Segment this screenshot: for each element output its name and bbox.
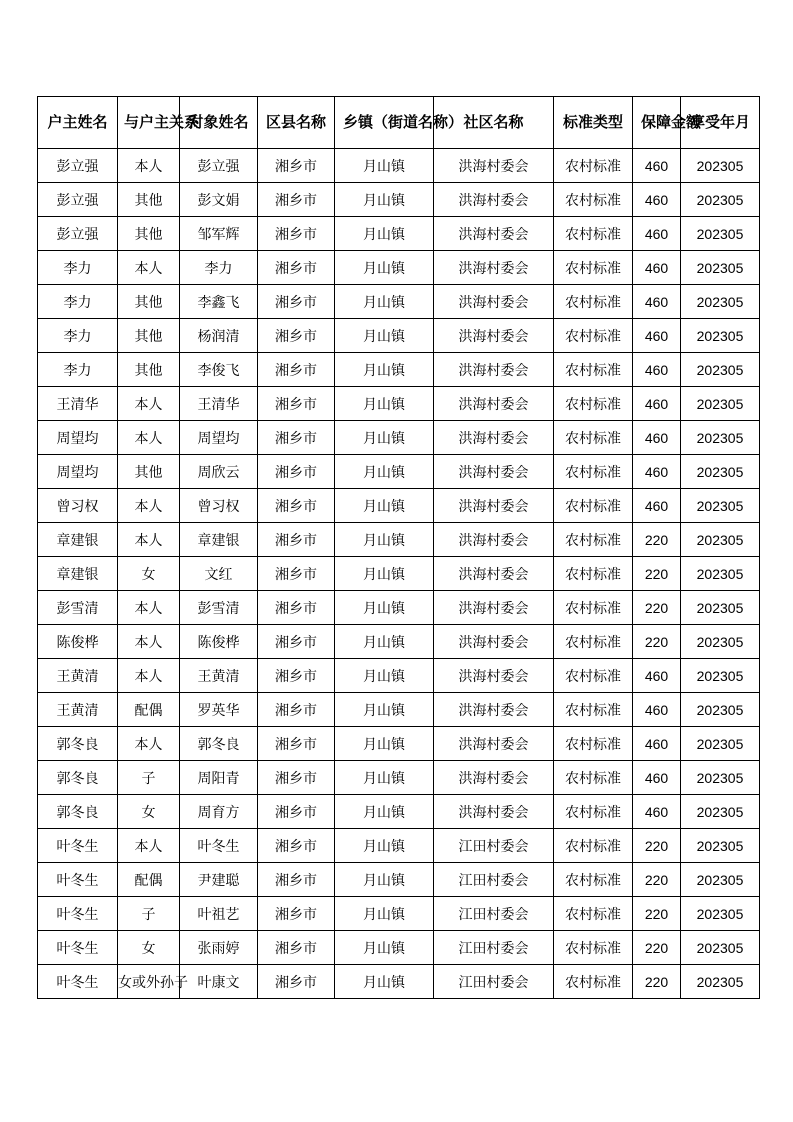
cell-amount: 460 — [633, 761, 681, 795]
cell-community: 洪海村委会 — [434, 149, 554, 183]
cell-community: 江田村委会 — [434, 863, 554, 897]
cell-amount: 220 — [633, 591, 681, 625]
table-row — [38, 251, 760, 285]
cell-standard-type: 农村标准 — [554, 693, 633, 727]
cell-recipient-name: 周望均 — [180, 421, 258, 455]
cell-period: 202305 — [681, 387, 760, 421]
cell-community: 江田村委会 — [434, 965, 554, 999]
cell-county: 湘乡市 — [258, 319, 335, 353]
cell-head-of-household: 叶冬生 — [38, 965, 118, 999]
table-row — [38, 829, 760, 863]
assistance-roster-table — [37, 96, 760, 999]
cell-relationship: 女 — [118, 557, 180, 591]
cell-standard-type: 农村标准 — [554, 149, 633, 183]
cell-amount: 460 — [633, 387, 681, 421]
cell-amount: 460 — [633, 455, 681, 489]
cell-county: 湘乡市 — [258, 353, 335, 387]
cell-recipient-name: 文红 — [180, 557, 258, 591]
cell-county: 湘乡市 — [258, 455, 335, 489]
cell-period: 202305 — [681, 795, 760, 829]
cell-period: 202305 — [681, 897, 760, 931]
cell-head-of-household: 王清华 — [38, 387, 118, 421]
cell-head-of-household: 郭冬良 — [38, 795, 118, 829]
cell-county: 湘乡市 — [258, 557, 335, 591]
cell-relationship: 本人 — [118, 251, 180, 285]
cell-head-of-household: 彭立强 — [38, 149, 118, 183]
cell-recipient-name: 邹军辉 — [180, 217, 258, 251]
cell-standard-type: 农村标准 — [554, 251, 633, 285]
cell-township: 月山镇 — [335, 217, 434, 251]
cell-county: 湘乡市 — [258, 659, 335, 693]
cell-community: 洪海村委会 — [434, 251, 554, 285]
cell-standard-type: 农村标准 — [554, 319, 633, 353]
header-community: 社区名称 — [434, 97, 554, 149]
cell-community: 江田村委会 — [434, 931, 554, 965]
cell-period: 202305 — [681, 829, 760, 863]
cell-head-of-household: 章建银 — [38, 557, 118, 591]
cell-period: 202305 — [681, 455, 760, 489]
cell-township: 月山镇 — [335, 863, 434, 897]
cell-amount: 460 — [633, 285, 681, 319]
cell-amount: 220 — [633, 829, 681, 863]
cell-head-of-household: 王黄清 — [38, 659, 118, 693]
cell-relationship: 本人 — [118, 591, 180, 625]
cell-county: 湘乡市 — [258, 387, 335, 421]
table-row — [38, 727, 760, 761]
header-recipient-name: 对象姓名 — [180, 97, 258, 149]
cell-standard-type: 农村标准 — [554, 727, 633, 761]
cell-township: 月山镇 — [335, 591, 434, 625]
cell-township: 月山镇 — [335, 319, 434, 353]
cell-relationship: 配偶 — [118, 693, 180, 727]
cell-township: 月山镇 — [335, 149, 434, 183]
cell-relationship: 女 — [118, 931, 180, 965]
cell-recipient-name: 周育方 — [180, 795, 258, 829]
cell-period: 202305 — [681, 557, 760, 591]
table-row — [38, 387, 760, 421]
table-row — [38, 183, 760, 217]
cell-county: 湘乡市 — [258, 931, 335, 965]
table-row — [38, 353, 760, 387]
cell-head-of-household: 郭冬良 — [38, 727, 118, 761]
cell-standard-type: 农村标准 — [554, 795, 633, 829]
cell-township: 月山镇 — [335, 353, 434, 387]
table-row — [38, 659, 760, 693]
cell-head-of-household: 郭冬良 — [38, 761, 118, 795]
table-row — [38, 693, 760, 727]
cell-county: 湘乡市 — [258, 489, 335, 523]
cell-recipient-name: 陈俊桦 — [180, 625, 258, 659]
cell-head-of-household: 李力 — [38, 285, 118, 319]
cell-period: 202305 — [681, 285, 760, 319]
cell-relationship: 女或外孙子 — [118, 965, 180, 999]
cell-amount: 460 — [633, 421, 681, 455]
cell-amount: 460 — [633, 149, 681, 183]
cell-period: 202305 — [681, 591, 760, 625]
cell-community: 洪海村委会 — [434, 591, 554, 625]
cell-relationship: 其他 — [118, 455, 180, 489]
cell-standard-type: 农村标准 — [554, 285, 633, 319]
cell-standard-type: 农村标准 — [554, 591, 633, 625]
table-row — [38, 489, 760, 523]
cell-period: 202305 — [681, 761, 760, 795]
cell-county: 湘乡市 — [258, 217, 335, 251]
cell-head-of-household: 叶冬生 — [38, 897, 118, 931]
cell-amount: 220 — [633, 523, 681, 557]
cell-relationship: 本人 — [118, 149, 180, 183]
cell-county: 湘乡市 — [258, 591, 335, 625]
cell-recipient-name: 周欣云 — [180, 455, 258, 489]
cell-head-of-household: 叶冬生 — [38, 863, 118, 897]
cell-amount: 460 — [633, 693, 681, 727]
cell-head-of-household: 曾习权 — [38, 489, 118, 523]
cell-head-of-household: 周望均 — [38, 455, 118, 489]
cell-amount: 220 — [633, 965, 681, 999]
cell-head-of-household: 陈俊桦 — [38, 625, 118, 659]
cell-relationship: 女 — [118, 795, 180, 829]
cell-standard-type: 农村标准 — [554, 625, 633, 659]
header-period: 享受年月 — [681, 97, 760, 149]
cell-period: 202305 — [681, 183, 760, 217]
cell-recipient-name: 尹建聪 — [180, 863, 258, 897]
cell-recipient-name: 李俊飞 — [180, 353, 258, 387]
header-row — [38, 97, 760, 149]
cell-community: 洪海村委会 — [434, 455, 554, 489]
cell-amount: 460 — [633, 659, 681, 693]
cell-community: 洪海村委会 — [434, 761, 554, 795]
cell-period: 202305 — [681, 251, 760, 285]
cell-township: 月山镇 — [335, 727, 434, 761]
cell-recipient-name: 罗英华 — [180, 693, 258, 727]
cell-period: 202305 — [681, 421, 760, 455]
cell-standard-type: 农村标准 — [554, 931, 633, 965]
header-standard-type: 标准类型 — [554, 97, 633, 149]
cell-community: 洪海村委会 — [434, 183, 554, 217]
cell-community: 江田村委会 — [434, 897, 554, 931]
header-amount: 保障金额 — [633, 97, 681, 149]
cell-relationship: 其他 — [118, 217, 180, 251]
cell-relationship: 本人 — [118, 387, 180, 421]
cell-township: 月山镇 — [335, 693, 434, 727]
cell-township: 月山镇 — [335, 557, 434, 591]
cell-relationship: 本人 — [118, 727, 180, 761]
table-row — [38, 931, 760, 965]
cell-township: 月山镇 — [335, 183, 434, 217]
cell-relationship: 子 — [118, 897, 180, 931]
cell-community: 洪海村委会 — [434, 421, 554, 455]
table-row — [38, 455, 760, 489]
cell-relationship: 其他 — [118, 319, 180, 353]
cell-township: 月山镇 — [335, 625, 434, 659]
cell-relationship: 其他 — [118, 285, 180, 319]
cell-relationship: 本人 — [118, 489, 180, 523]
cell-county: 湘乡市 — [258, 761, 335, 795]
header-county: 区县名称 — [258, 97, 335, 149]
table-row — [38, 149, 760, 183]
cell-county: 湘乡市 — [258, 149, 335, 183]
cell-amount: 220 — [633, 557, 681, 591]
cell-amount: 220 — [633, 897, 681, 931]
table-row — [38, 591, 760, 625]
cell-head-of-household: 彭雪清 — [38, 591, 118, 625]
cell-period: 202305 — [681, 523, 760, 557]
cell-community: 洪海村委会 — [434, 353, 554, 387]
cell-recipient-name: 彭立强 — [180, 149, 258, 183]
cell-community: 洪海村委会 — [434, 625, 554, 659]
cell-recipient-name: 彭雪清 — [180, 591, 258, 625]
cell-county: 湘乡市 — [258, 183, 335, 217]
cell-county: 湘乡市 — [258, 693, 335, 727]
cell-head-of-household: 彭立强 — [38, 217, 118, 251]
cell-relationship: 配偶 — [118, 863, 180, 897]
cell-standard-type: 农村标准 — [554, 353, 633, 387]
cell-period: 202305 — [681, 931, 760, 965]
cell-period: 202305 — [681, 489, 760, 523]
cell-standard-type: 农村标准 — [554, 897, 633, 931]
cell-head-of-household: 李力 — [38, 251, 118, 285]
cell-period: 202305 — [681, 863, 760, 897]
cell-recipient-name: 曾习权 — [180, 489, 258, 523]
cell-township: 月山镇 — [335, 761, 434, 795]
cell-township: 月山镇 — [335, 455, 434, 489]
cell-standard-type: 农村标准 — [554, 421, 633, 455]
cell-recipient-name: 叶康文 — [180, 965, 258, 999]
table-row — [38, 217, 760, 251]
cell-recipient-name: 章建银 — [180, 523, 258, 557]
cell-head-of-household: 彭立强 — [38, 183, 118, 217]
cell-period: 202305 — [681, 217, 760, 251]
cell-standard-type: 农村标准 — [554, 965, 633, 999]
table-row — [38, 625, 760, 659]
cell-county: 湘乡市 — [258, 421, 335, 455]
cell-standard-type: 农村标准 — [554, 183, 633, 217]
cell-recipient-name: 张雨婷 — [180, 931, 258, 965]
cell-relationship: 本人 — [118, 421, 180, 455]
cell-standard-type: 农村标准 — [554, 659, 633, 693]
cell-head-of-household: 章建银 — [38, 523, 118, 557]
cell-community: 洪海村委会 — [434, 285, 554, 319]
cell-standard-type: 农村标准 — [554, 761, 633, 795]
cell-township: 月山镇 — [335, 387, 434, 421]
cell-period: 202305 — [681, 659, 760, 693]
cell-amount: 460 — [633, 183, 681, 217]
cell-community: 洪海村委会 — [434, 693, 554, 727]
cell-relationship: 本人 — [118, 829, 180, 863]
cell-amount: 220 — [633, 931, 681, 965]
cell-head-of-household: 李力 — [38, 353, 118, 387]
cell-period: 202305 — [681, 353, 760, 387]
table-row — [38, 863, 760, 897]
cell-amount: 220 — [633, 625, 681, 659]
cell-county: 湘乡市 — [258, 897, 335, 931]
cell-amount: 460 — [633, 217, 681, 251]
cell-community: 洪海村委会 — [434, 319, 554, 353]
cell-county: 湘乡市 — [258, 965, 335, 999]
cell-amount: 460 — [633, 353, 681, 387]
cell-head-of-household: 叶冬生 — [38, 931, 118, 965]
table-row — [38, 421, 760, 455]
cell-recipient-name: 王黄清 — [180, 659, 258, 693]
cell-township: 月山镇 — [335, 965, 434, 999]
cell-standard-type: 农村标准 — [554, 455, 633, 489]
cell-relationship: 其他 — [118, 353, 180, 387]
cell-amount: 460 — [633, 319, 681, 353]
cell-amount: 460 — [633, 727, 681, 761]
cell-standard-type: 农村标准 — [554, 217, 633, 251]
cell-relationship: 子 — [118, 761, 180, 795]
cell-township: 月山镇 — [335, 285, 434, 319]
cell-community: 洪海村委会 — [434, 659, 554, 693]
cell-period: 202305 — [681, 319, 760, 353]
cell-relationship: 本人 — [118, 625, 180, 659]
cell-head-of-household: 周望均 — [38, 421, 118, 455]
cell-recipient-name: 李力 — [180, 251, 258, 285]
cell-amount: 460 — [633, 489, 681, 523]
cell-township: 月山镇 — [335, 795, 434, 829]
cell-community: 洪海村委会 — [434, 795, 554, 829]
table-row — [38, 897, 760, 931]
cell-standard-type: 农村标准 — [554, 523, 633, 557]
cell-community: 洪海村委会 — [434, 217, 554, 251]
table-row — [38, 523, 760, 557]
cell-relationship: 其他 — [118, 183, 180, 217]
table-row — [38, 285, 760, 319]
header-relationship: 与户主关系 — [118, 97, 180, 149]
cell-period: 202305 — [681, 149, 760, 183]
header-head-of-household: 户主姓名 — [38, 97, 118, 149]
cell-standard-type: 农村标准 — [554, 489, 633, 523]
cell-county: 湘乡市 — [258, 251, 335, 285]
table-row — [38, 557, 760, 591]
cell-community: 江田村委会 — [434, 829, 554, 863]
cell-recipient-name: 杨润清 — [180, 319, 258, 353]
cell-head-of-household: 李力 — [38, 319, 118, 353]
cell-period: 202305 — [681, 693, 760, 727]
cell-county: 湘乡市 — [258, 523, 335, 557]
cell-recipient-name: 叶祖艺 — [180, 897, 258, 931]
cell-head-of-household: 王黄清 — [38, 693, 118, 727]
cell-township: 月山镇 — [335, 931, 434, 965]
cell-amount: 460 — [633, 251, 681, 285]
cell-head-of-household: 叶冬生 — [38, 829, 118, 863]
cell-relationship: 本人 — [118, 659, 180, 693]
cell-county: 湘乡市 — [258, 863, 335, 897]
table-row — [38, 319, 760, 353]
cell-amount: 220 — [633, 863, 681, 897]
cell-community: 洪海村委会 — [434, 387, 554, 421]
cell-township: 月山镇 — [335, 523, 434, 557]
cell-standard-type: 农村标准 — [554, 829, 633, 863]
cell-township: 月山镇 — [335, 489, 434, 523]
cell-recipient-name: 李鑫飞 — [180, 285, 258, 319]
cell-county: 湘乡市 — [258, 829, 335, 863]
cell-relationship: 本人 — [118, 523, 180, 557]
cell-county: 湘乡市 — [258, 285, 335, 319]
cell-community: 洪海村委会 — [434, 523, 554, 557]
cell-standard-type: 农村标准 — [554, 557, 633, 591]
cell-community: 洪海村委会 — [434, 557, 554, 591]
cell-township: 月山镇 — [335, 829, 434, 863]
cell-standard-type: 农村标准 — [554, 863, 633, 897]
header-township: 乡镇（街道名称） — [335, 97, 434, 149]
cell-township: 月山镇 — [335, 421, 434, 455]
cell-township: 月山镇 — [335, 659, 434, 693]
table-row — [38, 795, 760, 829]
cell-amount: 460 — [633, 795, 681, 829]
cell-recipient-name: 郭冬良 — [180, 727, 258, 761]
cell-county: 湘乡市 — [258, 795, 335, 829]
cell-standard-type: 农村标准 — [554, 387, 633, 421]
cell-township: 月山镇 — [335, 251, 434, 285]
table-row — [38, 761, 760, 795]
cell-community: 洪海村委会 — [434, 489, 554, 523]
cell-county: 湘乡市 — [258, 625, 335, 659]
cell-county: 湘乡市 — [258, 727, 335, 761]
cell-period: 202305 — [681, 727, 760, 761]
cell-recipient-name: 周阳青 — [180, 761, 258, 795]
table-row — [38, 965, 760, 999]
cell-recipient-name: 彭文娟 — [180, 183, 258, 217]
cell-township: 月山镇 — [335, 897, 434, 931]
cell-period: 202305 — [681, 965, 760, 999]
cell-community: 洪海村委会 — [434, 727, 554, 761]
cell-recipient-name: 王清华 — [180, 387, 258, 421]
cell-recipient-name: 叶冬生 — [180, 829, 258, 863]
cell-period: 202305 — [681, 625, 760, 659]
